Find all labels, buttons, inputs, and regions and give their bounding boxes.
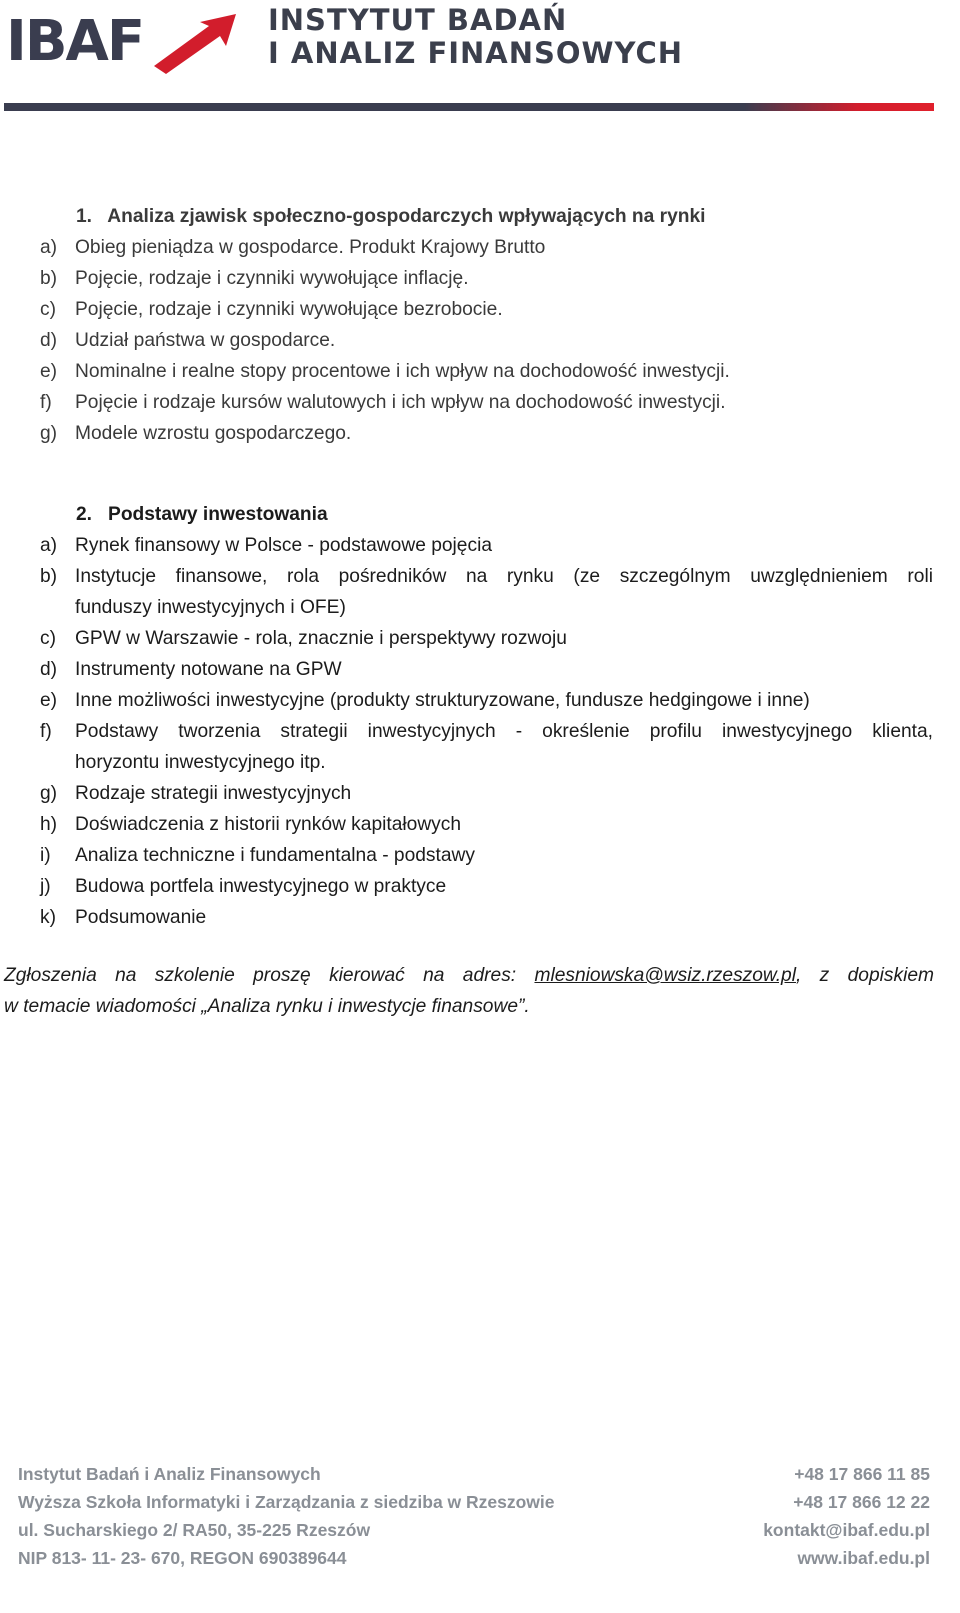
list-marker: d) [40, 659, 58, 680]
ibaf-logo [4, 8, 262, 74]
list-marker: c) [40, 628, 56, 649]
note-prefix: Zgłoszenia na szkolenie proszę kierować na adres: [4, 965, 517, 986]
registration-note-line1 [4, 960, 934, 991]
list-item-text: Podstawy tworzenia strategii inwestycyjnych - określenie profilu inwestycyjnego klienta, [75, 721, 933, 742]
list-item-text: Podsumowanie [75, 907, 207, 928]
list-marker: f) [40, 392, 52, 413]
list-item-text: Analiza techniczne i fundamentalna - podstawy [75, 845, 475, 866]
list-item-text: Doświadczenia z historii rynków kapitałowych [75, 814, 462, 835]
list-marker: a) [40, 535, 58, 556]
list-item-text-continued: horyzontu inwestycyjnego itp. [75, 752, 326, 773]
list-item-text: GPW w Warszawie - rola, znacznie i perspektywy rozwoju [75, 628, 567, 649]
section-2-heading [76, 504, 328, 526]
header-rule [4, 103, 934, 112]
section-1-title: Analiza zjawisk społeczno-gospodarczych wpływających na rynki [107, 206, 706, 227]
registration-note-line2: w temacie wiadomości „Analiza rynku i inwestycje finansowe”. [4, 996, 530, 1017]
note-suffix: , z dopiskiem [796, 965, 934, 986]
list-marker: a) [40, 237, 58, 258]
footer-institute: Instytut Badań i Analiz Finansowych [18, 1464, 321, 1484]
list-marker: d) [40, 330, 58, 351]
list-item-text: Obieg pieniądza w gospodarce. Produkt Krajowy Brutto [75, 237, 546, 258]
document-footer [0, 1460, 960, 1613]
list-item-text: Instytucje finansowe, rola pośredników na rynku (ze szczególnym uwzględnieniem roli [75, 566, 933, 587]
arrow-icon [154, 14, 236, 74]
institute-name-line2: I ANALIZ FINANSOWYCH [268, 36, 684, 70]
list-marker: i) [40, 845, 51, 866]
list-item-text: Modele wzrostu gospodarczego. [75, 423, 352, 444]
list-item-text: Nominalne i realne stopy procentowe i ich wpływ na dochodowość inwestycji. [75, 361, 730, 382]
list-item-text-continued: funduszy inwestycyjnych i OFE) [75, 597, 346, 618]
list-item-text: Pojęcie, rodzaje i czynniki wywołujące inflację. [75, 268, 469, 289]
section-1-heading [76, 206, 706, 228]
list-item-text: Instrumenty notowane na GPW [75, 659, 342, 680]
list-item-text: Inne możliwości inwestycyjne (produkty strukturyzowane, fundusze hedgingowe i inne) [75, 690, 810, 711]
ibaf-logo-mark: IBAF [6, 9, 144, 74]
registration-note [4, 960, 934, 1022]
list-item-text: Pojęcie i rodzaje kursów walutowych i ich wpływ na dochodowość inwestycji. [75, 392, 726, 413]
footer-email[interactable]: kontakt@ibaf.edu.pl [763, 1520, 930, 1540]
list-marker: g) [40, 783, 58, 804]
list-item-text: Udział państwa w gospodarce. [75, 330, 336, 351]
section-2-title: Podstawy inwestowania [108, 504, 328, 525]
section-2-number: 2. [76, 504, 93, 525]
footer-tax-ids: NIP 813- 11- 23- 670, REGON 690389644 [18, 1548, 347, 1568]
list-marker: g) [40, 423, 58, 444]
footer-phone-1: +48 17 866 11 85 [794, 1464, 930, 1484]
list-marker: c) [40, 299, 56, 320]
list-marker: h) [40, 814, 58, 835]
list-item-text: Budowa portfela inwestycyjnego w praktyce [75, 876, 447, 897]
footer-university: Wyższa Szkoła Informatyki i Zarządzania z siedziba w Rzeszowie [18, 1492, 555, 1512]
list-marker: b) [40, 566, 58, 587]
list-item-text: Pojęcie, rodzaje i czynniki wywołujące bezrobocie. [75, 299, 503, 320]
list-marker: e) [40, 361, 58, 382]
footer-address: ul. Sucharskiego 2/ RA50, 35-225 Rzeszów [18, 1520, 371, 1540]
list-item-text: Rynek finansowy w Polsce - podstawowe pojęcia [75, 535, 493, 556]
list-item-text: Rodzaje strategii inwestycyjnych [75, 783, 352, 804]
list-marker: f) [40, 721, 52, 742]
list-marker: e) [40, 690, 58, 711]
list-marker: k) [40, 907, 56, 928]
document-header [0, 0, 960, 112]
list-marker: b) [40, 268, 58, 289]
email-link[interactable]: mlesniowska@wsiz.rzeszow.pl [534, 965, 796, 986]
footer-website[interactable]: www.ibaf.edu.pl [797, 1548, 930, 1568]
section-1-number: 1. [76, 206, 93, 227]
footer-phone-2: +48 17 866 12 22 [793, 1492, 930, 1512]
institute-name-line1: INSTYTUT BADAŃ [268, 3, 568, 37]
institute-name [268, 4, 738, 74]
list-marker: j) [40, 876, 51, 897]
